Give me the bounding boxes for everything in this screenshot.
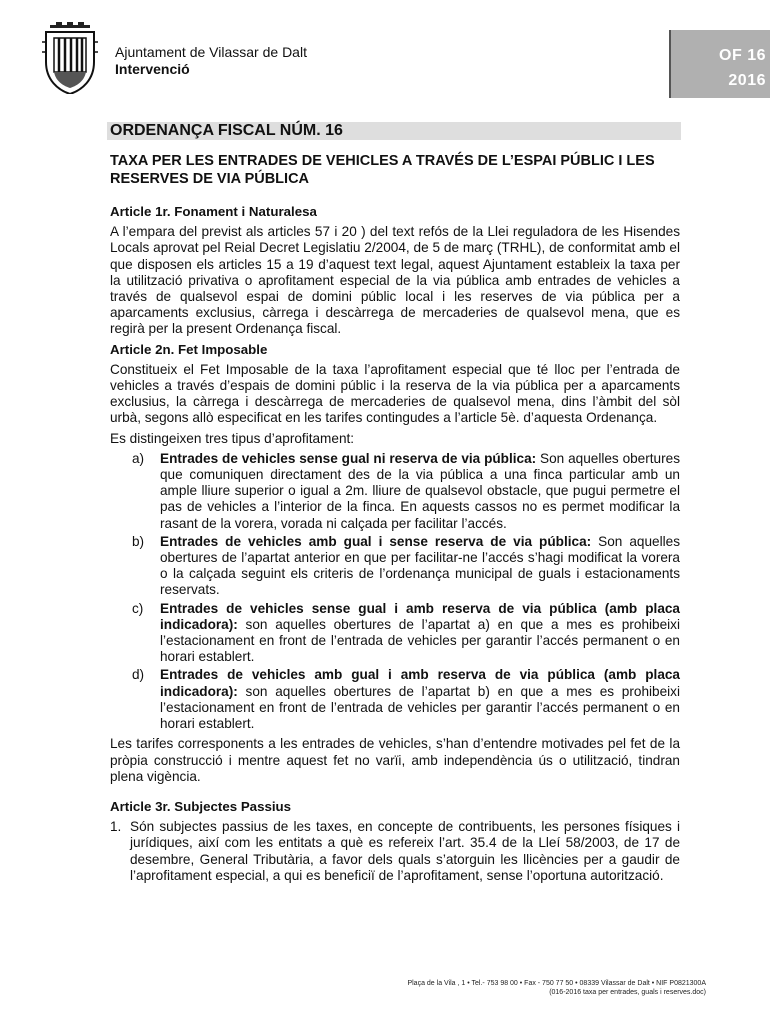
footer-filename: (016-2016 taxa per entrades, guals i reserves.doc): [549, 989, 706, 996]
article2-closing: Les tarifes corresponents a les entrades de vehicles, s’han d’entendre motivades pel fet de la pròpia construcció i mentre aquest fet no varïi, amb independència ús o utilització, tindran plena vigència.: [110, 736, 680, 784]
header-organization-block: [115, 44, 307, 78]
document-body: [110, 204, 680, 884]
document-subtitle: TAXA PER LES ENTRADES DE VEHICLES A TRAVÉS DE L’ESPAI PÚBLIC I LES RESERVES DE VIA PÚBLICA: [110, 153, 655, 187]
badge-year: 2016: [728, 72, 766, 89]
list-marker: b): [132, 533, 145, 549]
article1-heading: Article 1r. Fonament i Naturalesa: [110, 204, 317, 219]
list-item-text: [160, 534, 680, 599]
page-footer: [407, 979, 706, 997]
badge-code: OF 16: [719, 47, 766, 64]
document-title-bar: [107, 122, 681, 140]
article2-heading: Article 2n. Fet Imposable: [110, 341, 268, 357]
ordinance-badge: [669, 30, 770, 98]
list-item: [110, 534, 680, 599]
organization-name: Ajuntament de Vilassar de Dalt: [115, 44, 307, 60]
article2-intro: Es distingeixen tres tipus d’aprofitament:: [110, 430, 355, 446]
list-item-title: Entrades de vehicles sense gual ni reserva de via pública:: [160, 450, 537, 466]
article1-text: A l’empara del previst als articles 57 i 20 ) del text refós de la Llei reguladora de les Hisendes Locals aprovat pel Reial Decret Legislatiu 2/2004, de 5 de març (TRHL), de conformitat amb el que disposen els articles 15 a 19 d’aquest text legal, aquest Ajuntament estableix la taxa per la utilització privativa o aprofitament especial de la via pública amb entrades de vehicles a través de qualsevol espai de domini públic local i les reserves de via pública per a aparcaments exclusius, càrrega i descàrrega de mercaderies de qualsevol mena, que es regirà per la present Ordenança fiscal.: [110, 224, 680, 337]
list-marker: d): [132, 667, 145, 683]
list-item: [110, 819, 680, 884]
list-item: [110, 601, 680, 666]
list-item-text: [160, 667, 680, 732]
list-item: [110, 667, 680, 732]
document-title: ORDENANÇA FISCAL NÚM. 16: [110, 122, 343, 139]
list-marker: a): [132, 450, 145, 466]
list-item-body: Son aquelles obertures de l’apartat anterior en que per facilitar-ne l’accés s’hagi modificat la vorera o la calçada seguint els criteris de l’ordenança municipal de guals i estacionaments reservats.: [160, 533, 680, 598]
list-item-title: Entrades de vehicles sense gual i amb reserva de via pública (amb placa indicadora):: [160, 600, 680, 632]
footer-address: Plaça de la Vila , 1 • Tel.- 753 98 00 • Fax - 750 77 50 • 08339 Vilassar de Dalt • NIF P0821300A: [407, 980, 706, 987]
list-item: [110, 451, 680, 532]
list-item-title: Entrades de vehicles amb gual i amb reserva de via pública (amb placa indicadora):: [160, 667, 680, 699]
list-item-body: Son aquelles obertures que comuniquen directament des de la via pública a una finca particular amb un ample lliure superior o igual a 2m. lliure de qualsevol obstacle, que pugui permetre el pas de vehicles a l’interior de la finca. En aquests cassos no es permet modificar la rasant de la vorera, vorada ni calçada per facilitar l’accés.: [160, 450, 680, 531]
article3-heading: Article 3r. Subjectes Passius: [110, 798, 292, 814]
list-marker: c): [132, 600, 144, 616]
list-item-text: Són subjectes passius de les taxes, en concepte de contribuents, les persones físiques i jurídiques, així com les entitats a què es refereix l’art. 35.4 de la Lleí 58/2003, de 17 de desembre, General Tributària, a favor dels quals s’atorguin les llicències per a gaudir de l’aprofitament especial, a qui es beneficiï de l’aprofitament, sense l’oportuna autorització.: [130, 819, 680, 883]
list-item-text: [160, 451, 680, 532]
municipal-crest-icon: [40, 22, 100, 94]
list-marker: 1.: [110, 819, 122, 835]
article2-text: Constitueix el Fet Imposable de la taxa l’aprofitament especial que té lloc per l’entrada de vehicles a través d’espais de domini públic i la reserva de la via pública per a aparcaments exclusius, la càrrega i descàrrega de mercaderies de qualsevol mena, dins l’àmbit del sòl urbà, segons allò especificat en les tarifes contingudes a l’article 5è. d’aquesta Ordenança.: [110, 361, 680, 426]
list-item-text: [160, 601, 680, 666]
department-name: Intervenció: [115, 61, 190, 77]
list-item-body: son aquelles obertures de l’apartat b) en que a mes es prohibeixi l’estacionament en front de l’entrada de vehicles per garantir l’accés permanent o en horari establert.: [160, 683, 680, 732]
list-item-body: son aquelles obertures de l’apartat a) en que a mes es prohibeixi l’estacionament en front de l’entrada de vehicles per garantir l’accés permanent o en horari establert.: [160, 616, 680, 665]
list-item-title: Entrades de vehicles amb gual i sense reserva de via pública:: [160, 533, 592, 549]
